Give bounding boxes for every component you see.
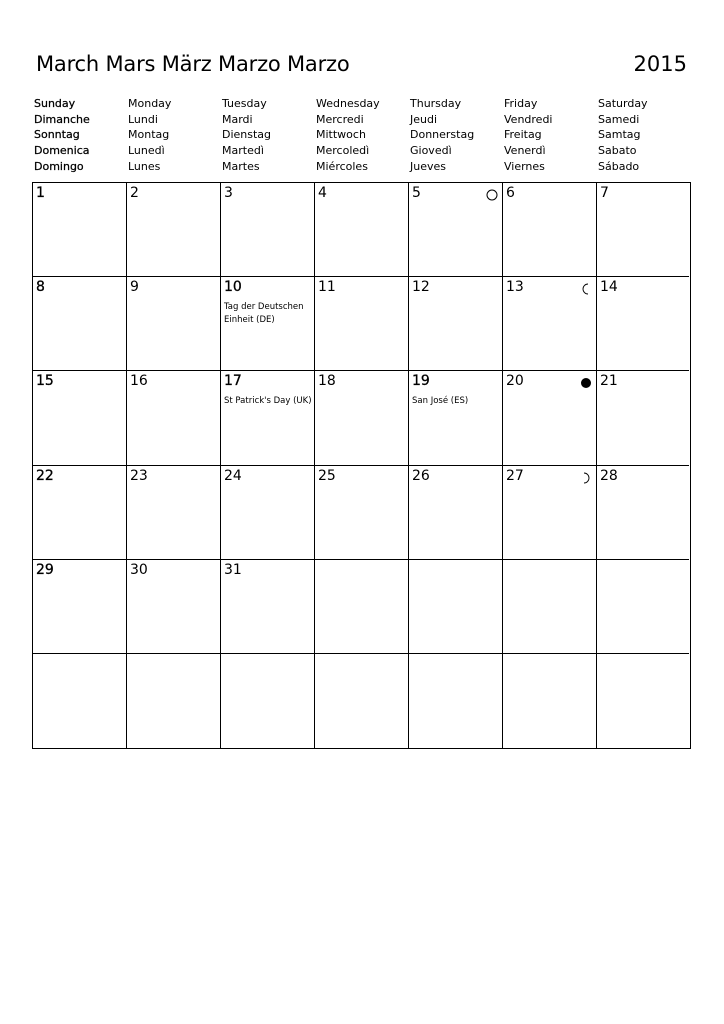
day-number: 12 [412, 279, 430, 296]
weekday-label: Dimanche [34, 112, 90, 126]
weekday-label: Thursday [410, 97, 462, 110]
day-cell [409, 654, 503, 748]
day-number: 24 [224, 467, 242, 484]
day-cell [315, 371, 409, 465]
day-number: 20 [506, 373, 524, 390]
weekday-label: Mercoledì [316, 144, 370, 158]
new-moon-icon [580, 374, 592, 386]
day-cell [409, 466, 503, 560]
weekday-column-4 [410, 96, 504, 175]
weekday-label: Giovedì [410, 144, 452, 158]
day-number: 28 [600, 467, 618, 484]
day-number: 21 [600, 373, 618, 390]
day-number: 18 [318, 373, 336, 390]
weekday-column-2 [222, 96, 316, 175]
day-number: 25 [318, 467, 336, 484]
day-number: 31 [224, 561, 242, 578]
day-cell [33, 183, 127, 277]
day-cell [127, 466, 221, 560]
day-cell [33, 277, 127, 371]
weekday-label: Donnerstag [410, 128, 475, 142]
day-cell [597, 277, 689, 371]
day-cell [315, 466, 409, 560]
weekday-label: Montag [128, 128, 170, 142]
day-number: 3 [224, 185, 233, 201]
weekday-label: Lundi [128, 112, 158, 126]
weekday-label: Sunday [34, 97, 76, 110]
day-cell [597, 371, 689, 465]
day-number: 30 [130, 561, 148, 578]
day-cell [409, 183, 503, 277]
day-cell [315, 654, 409, 748]
calendar-grid [32, 182, 691, 749]
first-quarter-moon-icon [580, 469, 592, 481]
day-number: 11 [318, 279, 336, 296]
day-number: 2 [130, 185, 139, 201]
weekday-label: Jeudi [410, 112, 438, 126]
weekday-label: Samtag [598, 128, 641, 142]
holiday-label: San José (ES) [412, 396, 469, 407]
weekday-column-5 [504, 96, 598, 175]
weekday-label: Friday [504, 97, 538, 110]
day-cell [33, 466, 127, 560]
day-number: 15 [36, 373, 54, 390]
weekday-label: Saturday [598, 97, 648, 110]
weekday-label: Martedì [222, 144, 264, 158]
weekday-label: Mardi [222, 112, 253, 126]
day-number: 7 [600, 185, 609, 201]
weekday-label: Sonntag [34, 128, 80, 142]
day-cell [503, 371, 597, 465]
weekday-column-1 [128, 96, 222, 175]
weekday-label: Jueves [410, 159, 446, 173]
day-cell [597, 466, 689, 560]
weekday-label: Wednesday [316, 97, 380, 110]
weekday-label: Miércoles [316, 159, 368, 173]
day-cell [33, 654, 127, 748]
holiday-label: St Patrick's Day (UK) [224, 396, 312, 407]
day-cell [221, 183, 315, 277]
day-cell [597, 654, 689, 748]
day-cell [409, 371, 503, 465]
weekday-label: Monday [128, 97, 172, 110]
full-moon-icon [486, 186, 498, 198]
calendar-title: March Mars März Marzo Marzo [36, 52, 350, 76]
day-number: 22 [36, 467, 54, 484]
weekday-label: Venerdì [504, 144, 546, 158]
day-cell [221, 560, 315, 654]
day-number: 16 [130, 373, 148, 390]
day-cell [503, 183, 597, 277]
weekday-label: Mercredi [316, 112, 364, 126]
day-cell [221, 371, 315, 465]
day-cell [127, 277, 221, 371]
day-number: 29 [36, 561, 54, 578]
weekday-label: Lunedì [128, 144, 165, 158]
day-cell [127, 560, 221, 654]
day-number: 27 [506, 467, 524, 484]
weekday-label: Freitag [504, 128, 542, 142]
weekday-column-6 [598, 96, 692, 175]
day-number: 17 [224, 373, 242, 390]
day-cell [503, 654, 597, 748]
day-cell [503, 560, 597, 654]
weekday-label: Vendredi [504, 112, 553, 126]
day-number: 10 [224, 279, 242, 296]
day-cell [503, 277, 597, 371]
day-cell [597, 183, 689, 277]
day-cell [315, 277, 409, 371]
day-number: 23 [130, 467, 148, 484]
weekday-label: Domingo [34, 159, 84, 173]
weekday-label: Viernes [504, 159, 545, 173]
weekday-label: Domenica [34, 144, 90, 158]
holiday-label: Tag der Deutschen Einheit (DE) [224, 302, 304, 326]
day-cell [127, 371, 221, 465]
day-number: 19 [412, 373, 430, 390]
weekday-column-0 [34, 96, 128, 175]
day-cell [315, 560, 409, 654]
weekday-label: Mittwoch [316, 128, 366, 142]
day-cell [221, 466, 315, 560]
last-quarter-moon-icon [580, 280, 592, 292]
day-number: 6 [506, 185, 515, 201]
day-number: 26 [412, 467, 430, 484]
weekday-label: Sabato [598, 144, 637, 158]
weekday-label: Martes [222, 159, 260, 173]
day-cell [315, 183, 409, 277]
day-number: 4 [318, 185, 327, 201]
weekday-label: Tuesday [222, 97, 267, 110]
day-number: 13 [506, 279, 524, 296]
day-cell [221, 654, 315, 748]
day-number: 1 [36, 185, 45, 201]
weekday-header [34, 96, 694, 176]
day-cell [597, 560, 689, 654]
day-cell [127, 654, 221, 748]
weekday-column-3 [316, 96, 410, 175]
weekday-label: Samedi [598, 112, 640, 126]
day-cell [409, 560, 503, 654]
day-cell [33, 560, 127, 654]
day-number: 9 [130, 279, 139, 296]
day-number: 8 [36, 279, 45, 296]
day-cell [33, 371, 127, 465]
day-cell [221, 277, 315, 371]
day-cell [503, 466, 597, 560]
day-number: 14 [600, 279, 618, 296]
calendar-year: 2015 [633, 52, 687, 76]
day-number: 5 [412, 185, 421, 201]
weekday-label: Lunes [128, 159, 161, 173]
weekday-label: Sábado [598, 159, 640, 173]
day-cell [127, 183, 221, 277]
weekday-label: Dienstag [222, 128, 272, 142]
day-cell [409, 277, 503, 371]
